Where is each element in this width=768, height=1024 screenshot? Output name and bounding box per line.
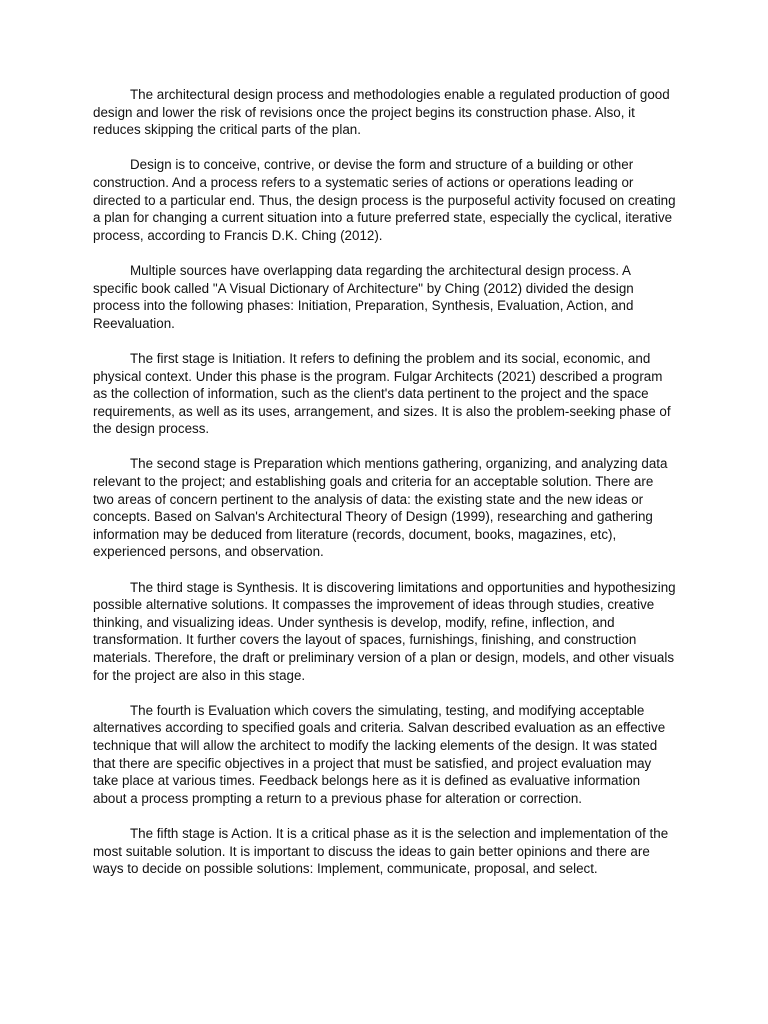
paragraph-initiation: The first stage is Initiation. It refers to defining the problem and its social, economic, and physical context. Under this phase is the program. Fulgar Architects (2021) described a program as the collection of information, such as the client's data pertinent to the project and the space requirements, as well as its uses, arrangement, and sizes. It is also the problem-seeking phase of the design process.	[93, 350, 671, 437]
paragraph-action: The fifth stage is Action. It is a critical phase as it is the selection and implementation of the most suitable solution. It is important to discuss the ideas to gain better opinions and there are ways to decide on possible solutions: Implement, communicate, proposal, and select.	[93, 825, 669, 877]
paragraph-synthesis: The third stage is Synthesis. It is discovering limitations and opportunities and hypothesizing possible alternative solutions. It compasses the improvement of ideas through studies, creative thinking, and visualizing ideas. Under synthesis is develop, modify, refine, inflection, and transformation. It further covers the layout of spaces, furnishings, finishing, and construction materials. Therefore, the draft or preliminary version of a plan or design, models, and other visuals for the project are also in this stage.	[93, 579, 676, 683]
document-body	[93, 86, 677, 895]
paragraph-evaluation: The fourth is Evaluation which covers the simulating, testing, and modifying acceptable alternatives according to specified goals and criteria. Salvan described evaluation as an effective technique that will allow the architect to modify the lacking elements of the design. It was stated that there are specific objectives in a project that must be satisfied, and project evaluation may take place at various times. Feedback belongs here as it is defined as evaluative information about a process prompting a return to a previous phase for alteration or correction.	[93, 702, 666, 806]
paragraph-intro: The architectural design process and methodologies enable a regulated production of good design and lower the risk of revisions once the project begins its construction phase. Also, it reduces skipping the critical parts of the plan.	[93, 87, 670, 138]
paragraph-design-definition: Design is to conceive, contrive, or devise the form and structure of a building or other construction. And a process refers to a systematic series of actions or operations leading or directed to a particular end. Thus, the design process is the purposeful activity focused on creating a plan for changing a current situation into a future preferred state, especially the cyclical, iterative process, according to Francis D.K. Ching (2012).	[93, 157, 676, 243]
paragraph-phases-overview: Multiple sources have overlapping data regarding the architectural design process. A specific book called "A Visual Dictionary of Architecture" by Ching (2012) divided the design process into the following phases: Initiation, Preparation, Synthesis, Evaluation, Action, and Reevaluation.	[93, 262, 634, 331]
paragraph-preparation: The second stage is Preparation which mentions gathering, organizing, and analyzing data relevant to the project; and establishing goals and criteria for an acceptable solution. There are two areas of concern pertinent to the analysis of data: the existing state and the new ideas or concepts. Based on Salvan's Architectural Theory of Design (1999), researching and gathering information may be deduced from literature (records, document, books, magazines, etc), experienced persons, and observation.	[93, 456, 668, 560]
